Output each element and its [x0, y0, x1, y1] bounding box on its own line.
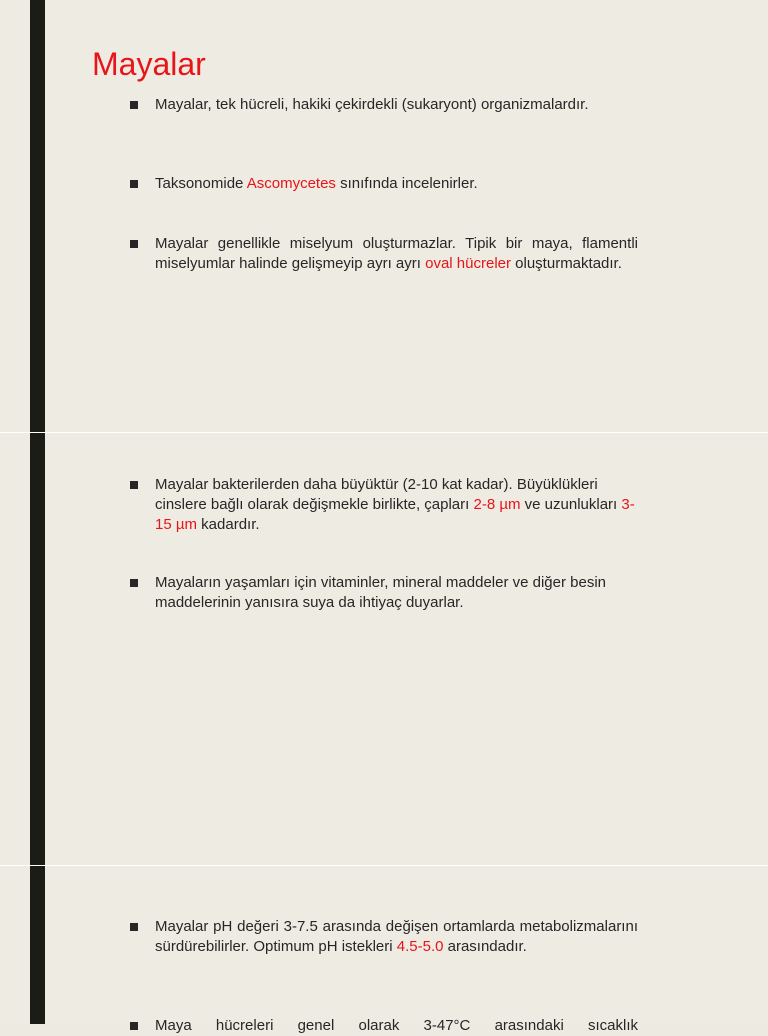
highlight-text: 3-15 µm	[155, 496, 635, 533]
bullet-item	[130, 475, 638, 535]
slide-3	[0, 866, 768, 1034]
bullet-item	[130, 234, 638, 274]
square-bullet-icon	[130, 481, 138, 489]
square-bullet-icon	[130, 579, 138, 587]
bullet-item	[130, 917, 638, 957]
slide-1	[0, 0, 768, 432]
slide-2	[0, 433, 768, 865]
square-bullet-icon	[130, 240, 138, 248]
bullet-text: Mayalar pH değeri 3-7.5 arasında değişen ortamlarda metabolizmalarını sürdürebilirler. Optimum pH istekleri 4.5-5.0 arasındadır.	[155, 918, 638, 955]
bullet-text: Maya hücreleri genel olarak 3-47°C arasındaki sıcaklık	[155, 1017, 638, 1034]
slide-title: Mayalar	[92, 46, 206, 82]
square-bullet-icon	[130, 1022, 138, 1030]
square-bullet-icon	[130, 923, 138, 931]
highlight-text: oval hücreler	[425, 255, 511, 272]
bullet-item	[130, 573, 638, 613]
square-bullet-icon	[130, 101, 138, 109]
highlight-text: 4.5-5.0	[396, 938, 444, 955]
bullet-text: Mayalar genellikle miselyum oluşturmazlar. Tipik bir maya, flamentli miselyumlar halinde gelişmeyip ayrı ayrı oval hücreler oluşturmaktadır.	[155, 235, 638, 272]
bullet-text: Mayaların yaşamları için vitaminler, mineral maddeler ve diğer besin maddelerinin yanısıra suya da ihtiyaç duyarlar.	[155, 574, 607, 611]
highlight-text: 2-8 µm	[473, 496, 521, 513]
square-bullet-icon	[130, 180, 138, 188]
bullet-text: Taksonomide Ascomycetes sınıfında incelenirler.	[155, 175, 478, 192]
bullet-item	[130, 174, 638, 194]
bullet-text: Mayalar bakterilerden daha büyüktür (2-10 kat kadar). Büyüklükleri cinslere bağlı olarak değişmekle birlikte, çapları 2-8 µm ve uzunlukları 3-15 µm kadardır.	[155, 476, 635, 533]
highlight-text: Ascomycetes	[246, 175, 336, 192]
bullet-text: Mayalar, tek hücreli, hakiki çekirdekli (sukaryont) organizmalardır.	[155, 96, 589, 113]
slide-accent-bar	[30, 0, 45, 432]
bullet-item	[130, 95, 638, 115]
slide-accent-bar	[30, 866, 45, 1024]
slide-accent-bar	[30, 433, 45, 865]
bullet-item	[130, 1016, 638, 1036]
